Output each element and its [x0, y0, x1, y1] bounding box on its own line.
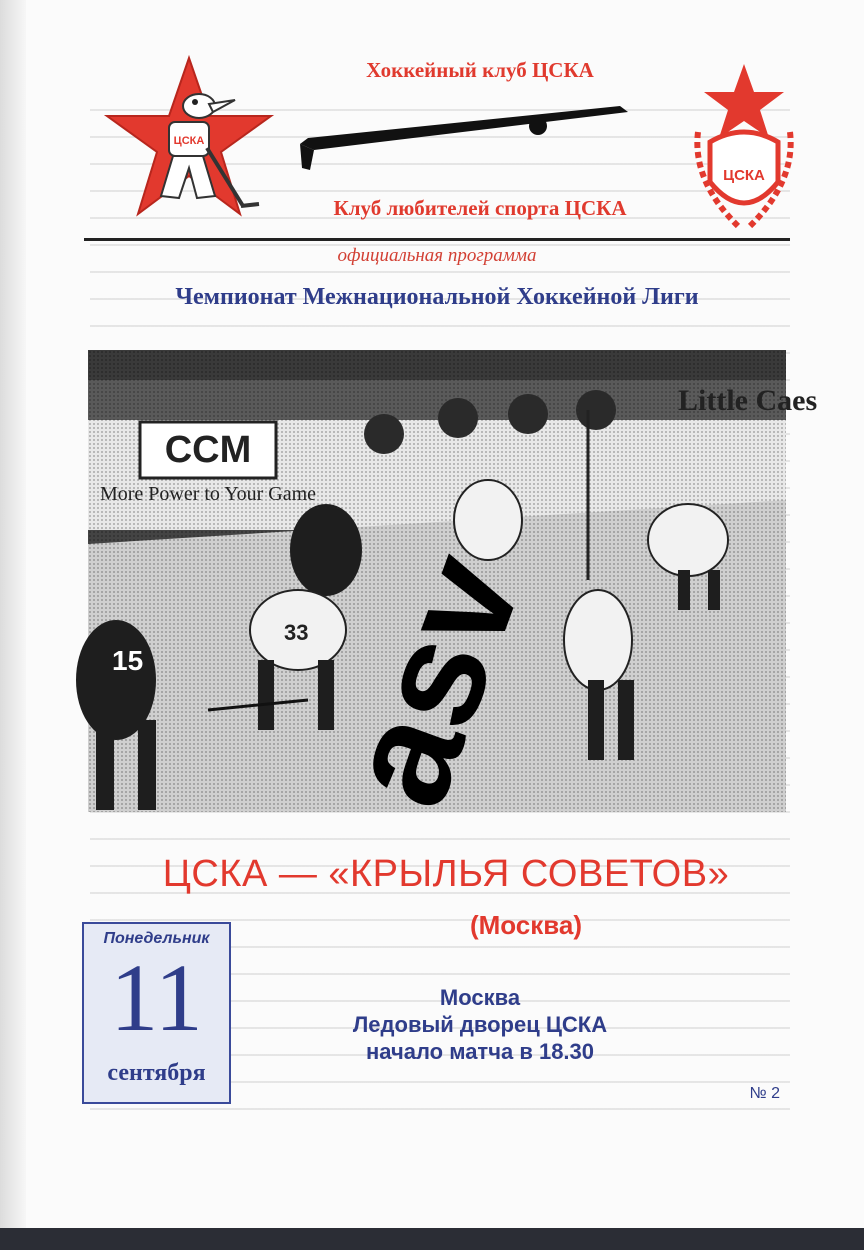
venue-block	[290, 984, 670, 1065]
cska-emblem-logo	[690, 62, 798, 232]
match-start-time: начало матча в 18.30	[365, 1039, 595, 1064]
day-of-week: Понедельник	[103, 930, 210, 947]
scan-bottom-edge	[0, 1228, 864, 1250]
header-divider	[84, 238, 790, 241]
issue-number: № 2	[749, 1085, 780, 1102]
day-number: 11	[110, 944, 203, 1051]
league-title: Чемпионат Межнациональной Хоккейной Лиги	[175, 284, 699, 310]
jersey-number-15: 15	[112, 645, 144, 676]
cska-star-logo	[103, 56, 275, 221]
left-logo-text: ЦСКА	[173, 135, 205, 147]
match-date-box	[82, 922, 231, 1104]
watermark-text: asv	[310, 533, 554, 826]
watermark-stamp	[310, 445, 554, 826]
club-title: Хоккейный клуб ЦСКА	[366, 58, 594, 82]
ad-little-caesars: Little Caes	[678, 384, 818, 417]
ad-ccm: CCM	[164, 429, 252, 471]
ad-slogan: More Power to Your Game	[99, 483, 317, 505]
club-subtitle: Клуб любителей спорта ЦСКА	[333, 196, 627, 220]
program-label: официальная программа	[337, 245, 537, 266]
venue-city: Москва	[439, 985, 521, 1010]
month-name: сентября	[107, 1060, 206, 1086]
hockey-stick-icon	[300, 98, 640, 178]
venue-arena: Ледовый дворец ЦСКА	[352, 1012, 608, 1037]
right-logo-text: ЦСКА	[723, 167, 765, 184]
match-teams: ЦСКА — «КРЫЛЬЯ СОВЕТОВ»	[162, 853, 730, 895]
match-city-note: (Москва)	[469, 910, 583, 940]
jersey-number-33: 33	[284, 620, 309, 645]
